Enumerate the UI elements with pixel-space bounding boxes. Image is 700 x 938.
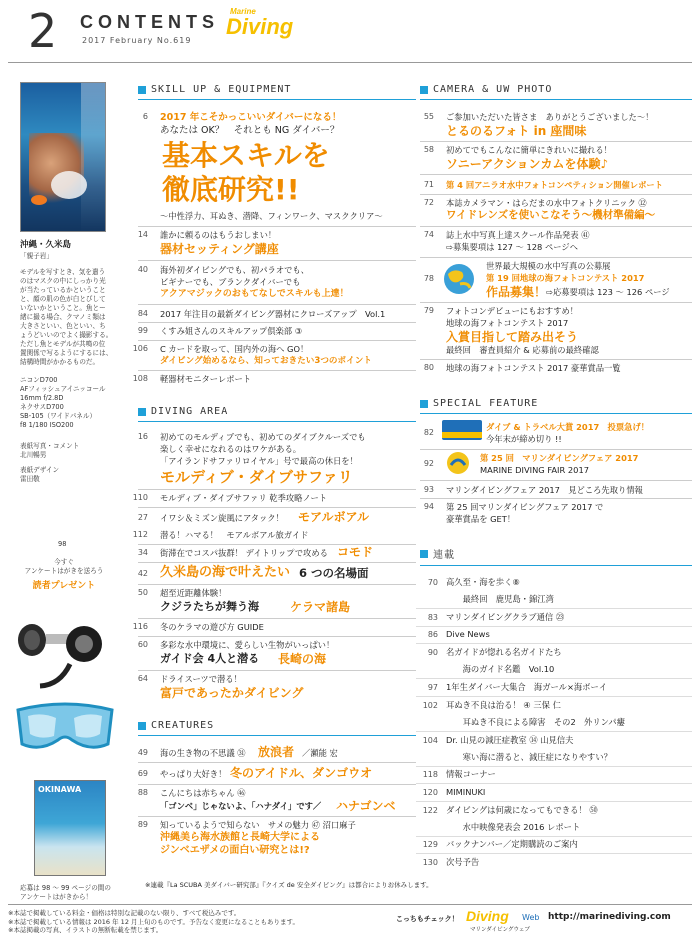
serial-item-text: Dr. 山見の減圧症教室 ⑭ 山見信夫 xyxy=(446,734,574,745)
page-ref: 90 xyxy=(427,648,438,658)
okinawa-book-cover xyxy=(34,780,106,876)
page-ref: 116 xyxy=(132,622,148,631)
camera-entry-2-title[interactable]: ソニーアクションカムを体験♪ xyxy=(446,157,609,171)
serial-item-text: 耳ぬき不良は治る！ ④ 三保 仁 xyxy=(446,699,561,710)
page-ref: 92 xyxy=(423,459,434,468)
dive-mask-icon xyxy=(12,700,118,758)
page-ref: 106 xyxy=(132,344,148,353)
section-square-icon xyxy=(138,86,146,94)
special-entry-4-line[interactable]: 第 25 回マリンダイビングフェア 2017 で xyxy=(446,502,604,512)
page-ref: 60 xyxy=(137,640,148,649)
creatures-entry-3[interactable]: 「ゴンベ」じゃないよ、「ハナダイ」です／ xyxy=(160,801,322,811)
magazine-logo: Diving xyxy=(226,14,294,39)
diving-entry-9-line[interactable]: 多彩な水中環境に、愛らしい生物がいっぱい！ xyxy=(160,640,335,650)
serial-item[interactable] xyxy=(416,802,692,820)
page-ref: 84 xyxy=(137,309,148,318)
page-ref: 83 xyxy=(427,612,438,622)
section-square-icon xyxy=(138,722,146,730)
page-ref: 80 xyxy=(423,363,434,372)
serial-item-text: 最終回 鹿児島・錦江湾 xyxy=(446,594,554,605)
serial-item[interactable] xyxy=(416,732,692,750)
footer-rule xyxy=(8,904,692,905)
page-ref: 102 xyxy=(422,700,438,710)
section-serial-header: 連載 xyxy=(420,546,692,566)
serial-item[interactable] xyxy=(416,627,692,645)
serial-item[interactable] xyxy=(416,749,692,767)
section-camera-header: CAMERA & UW PHOTO xyxy=(420,84,692,100)
section-special-header: SPECIAL FEATURE xyxy=(420,398,692,414)
diving-entry-5[interactable]: 街滞在でコスパ抜群！ デイトリップで攻める xyxy=(160,548,328,558)
creatures-entry-1[interactable]: 海の生き物の不思議 ㉛ xyxy=(160,748,246,758)
web-sub: マリンダイビングウェブ xyxy=(470,927,530,933)
skill-entry-1-title[interactable]: 基本スキルを xyxy=(162,139,330,172)
skill-entry-4[interactable]: 2017 年注目の最新ダイビング器材にクローズアップ Vol.1 xyxy=(160,309,386,319)
creatures-entry-1-title[interactable]: 放浪者 xyxy=(258,745,295,759)
check-label: こっちもチェック！ xyxy=(396,915,459,923)
page-ref: 97 xyxy=(427,682,438,692)
page-number: 2 xyxy=(28,4,58,58)
light-ray xyxy=(81,83,106,232)
serial-item[interactable] xyxy=(416,644,692,662)
page-ref: 72 xyxy=(423,198,434,207)
diving-entry-6-title[interactable]: 久米島の海で叶えたい xyxy=(160,565,291,580)
design-credit: 表紙デザイン 雷田敬 xyxy=(20,466,60,483)
serial-item[interactable] xyxy=(416,714,692,732)
creatures-entry-4-title[interactable]: 沖縄美ら海水族館と長崎大学による xyxy=(160,832,320,843)
creatures-entry-3-title[interactable]: ハナゴンベ xyxy=(336,799,396,813)
page-ref: 122 xyxy=(422,805,438,815)
creatures-entry-4-title-2[interactable]: ジンベエザメの面白い研究とは!? xyxy=(160,845,310,856)
skill-entry-1-line[interactable]: あなたは OK？ それとも NG ダイバー？ xyxy=(160,125,340,136)
serial-item[interactable] xyxy=(416,592,692,610)
camera-entry-3-title[interactable]: 第 4 回アニラオ水中フォトコンペティション開催レポート xyxy=(446,180,663,190)
creatures-entry-4-line[interactable]: 知っているようで知らない サメの魅力 ㊼ 沼口麻子 xyxy=(160,820,356,830)
serial-item-text: 海のガイド名鑑 Vol.10 xyxy=(446,664,555,675)
diving-entry-8[interactable]: 冬のケラマの遊び方 GUIDE xyxy=(160,622,264,632)
serial-item-text: 名ガイドが惚れる名ガイドたち xyxy=(446,647,562,658)
web-logo[interactable]: Diving xyxy=(466,908,509,924)
diving-entry-10-line[interactable]: ドライスーツで潜る！ xyxy=(160,674,242,684)
footer-notes: ※本誌で掲載している料金・価格は特別な記載のない限り、すべて税込みです。 ※本誌で掲載している情報は 2016 年 12 月上旬のものです。予告なく変更になることもあります。 ※本誌掲載の写真、イラストの無断転載を禁じます。 xyxy=(8,909,299,934)
camera-entry-6-title[interactable]: 第 19 回地球の海フォトコンテスト 2017 xyxy=(486,273,645,283)
serial-item[interactable] xyxy=(416,819,692,837)
camera-entry-7-title[interactable]: 入賞目指して踏み出そう xyxy=(446,330,579,344)
page-ref: 82 xyxy=(423,428,434,437)
serial-item-text: 寒い海に潜ると、減圧症になりやすい？ xyxy=(446,751,612,762)
page-ref: 50 xyxy=(137,588,148,597)
cover-credit: 表紙写真・コメント 北川暢男 xyxy=(20,442,80,459)
page-ref: 69 xyxy=(137,769,148,778)
diving-entry-1-line-2[interactable]: 楽しく幸せになれるのはワケがある。 xyxy=(160,444,302,454)
serial-item-text: マリンダイビングクラブ通信 ㉓ xyxy=(446,611,565,622)
skill-entry-5[interactable]: くすみ姐さんのスキルアップ倶楽部 ③ xyxy=(160,326,303,336)
skill-entry-2-line[interactable]: 誰かに頼るのはもうおしまい！ xyxy=(160,230,277,240)
page-ref: 16 xyxy=(137,432,148,441)
diving-entry-5-title[interactable]: コモド xyxy=(337,545,374,559)
camera-entry-1-line[interactable]: ご参加いただいた皆さま ありがとうございました〜！ xyxy=(446,112,654,122)
diving-entry-10-title[interactable]: 富戸であったかダイビング xyxy=(160,686,304,700)
page-ref: 40 xyxy=(137,265,148,274)
page-ref: 14 xyxy=(137,230,148,239)
page-ref: 93 xyxy=(423,485,434,494)
clownfish-shape xyxy=(31,195,47,205)
page-ref: 70 xyxy=(427,578,438,588)
diving-entry-3[interactable]: イワシ＆ミズン旋風にアタック！ xyxy=(160,513,284,523)
page-ref: 64 xyxy=(137,674,148,683)
diving-entry-7-line[interactable]: 超至近距離体験！ xyxy=(160,588,227,598)
skill-entry-1-kicker[interactable]: 2017 年こそかっこいいダイバーになる！ xyxy=(160,112,342,123)
diving-entry-3-title[interactable]: モアルボアル xyxy=(298,510,370,524)
camera-entry-4-title[interactable]: ワイドレンズを使いこなそう〜機材準備編〜 xyxy=(446,209,656,221)
camera-entry-6-line[interactable]: 世界最大規模の水中写真の公募展 xyxy=(486,261,611,271)
diving-entry-1-title[interactable]: モルディブ・ダイブサファリ xyxy=(160,468,353,486)
creatures-entry-2-title[interactable]: 冬のアイドル、ダンゴウオ xyxy=(230,766,373,780)
serial-item[interactable] xyxy=(416,837,692,855)
page-ref: 120 xyxy=(422,787,438,797)
skill-entry-3-title[interactable]: アクアマジックのおもてなしでスキルも上達！ xyxy=(160,289,349,299)
skill-entry-3-line[interactable]: 海外初ダイビングでも、初パラオでも、 xyxy=(160,265,310,275)
serial-item-text: 水中映像発表会 2016 レポート xyxy=(446,821,581,832)
serial-item-text: 情報コーナー xyxy=(446,769,496,780)
special-entry-1-title[interactable]: ダイブ & トラベル大賞 2017 投票急げ！ xyxy=(486,422,650,432)
section-diving-header: DIVING AREA xyxy=(138,406,416,422)
diving-entry-1-line[interactable]: 初めてのモルディブでも、初めてのダイブクルーズでも xyxy=(160,432,366,442)
diving-entry-9[interactable]: ガイド会 4人と潜る xyxy=(160,652,260,665)
camera-entry-6-title-2[interactable]: 作品募集！ xyxy=(486,285,547,299)
diving-entry-7-title[interactable]: ケラマ諸島 xyxy=(290,600,351,614)
special-entry-4-line-2[interactable]: 豪華賞品を GET！ xyxy=(446,514,516,524)
serial-item-text: ダイビングは何歳になってもできる！ ㊿ xyxy=(446,804,598,815)
page-ref: 130 xyxy=(422,858,438,868)
skill-entry-1-sub: 〜中性浮力、耳ぬき、潜降、フィンワーク、マスククリア〜 xyxy=(160,211,383,221)
page-ref: 27 xyxy=(137,513,148,522)
serial-item[interactable] xyxy=(416,662,692,680)
camera-entry-1-title[interactable]: とるのるフォト in 座間味 xyxy=(446,124,587,138)
page-ref: 55 xyxy=(423,112,434,121)
camera-entry-5-line-2[interactable]: ⇨募集要項は 127 〜 128 ページへ xyxy=(446,242,578,252)
camera-entry-2-line[interactable]: 初めてでもこんなに簡単にきれいに撮れる！ xyxy=(446,145,612,155)
creatures-entry-2[interactable]: やっぱり大好き！ xyxy=(160,769,227,779)
section-square-icon xyxy=(420,550,428,558)
creatures-entry-1-author: ／瀬能 宏 xyxy=(302,748,338,758)
serial-item-text: MIMINUKI xyxy=(446,786,486,797)
serial-item-text: バックナンバー／定期購読のご案内 xyxy=(446,839,578,850)
page-ref: 42 xyxy=(137,569,148,578)
section-creatures-header: CREATURES xyxy=(138,720,416,736)
skill-entry-7[interactable]: 軽器材モニターレポート xyxy=(160,374,252,384)
page-ref: 71 xyxy=(423,180,434,189)
photo-location: 沖縄・久米島 xyxy=(20,240,72,250)
page-ref: 49 xyxy=(137,748,148,757)
section-square-icon xyxy=(420,400,428,408)
page-ref: 108 xyxy=(132,374,148,383)
serial-item[interactable] xyxy=(416,609,692,627)
cover-photo xyxy=(20,82,106,232)
creatures-note: ※連載『La SCUBA 美ダイバー研究部』『クイズ de 安全ダイビング』は都合によりお休みします。 xyxy=(145,881,433,889)
section-square-icon xyxy=(420,86,428,94)
photo-caption: モデルを写すとき、気を遣う のはマスクの中にしっかり光 が当たっているかということ と、顔の肌の色が白とびして いないかということ。魚とー 緒に撮る場合、クマノミ類は 大きさといい、色といい、ち ょうどいいのでよく撮影する。 ただし魚とモデルが共鳴の位 置関係で写るようにするには、 結構時間がかかるものだ。 xyxy=(20,268,113,366)
page-ref: 99 xyxy=(137,326,148,335)
serial-item-text: 1年生ダイバー大集合 海ガール×海ボーイ xyxy=(446,681,608,692)
serial-item[interactable] xyxy=(416,854,692,872)
page-ref: 86 xyxy=(427,630,438,640)
page-ref: 34 xyxy=(137,548,148,557)
page-ref: 118 xyxy=(422,770,438,780)
book-title: OKINAWA xyxy=(38,785,82,794)
diving-entry-9-title[interactable]: 長崎の海 xyxy=(278,652,327,666)
skill-entry-1-title-2[interactable]: 徹底研究!! xyxy=(162,173,300,206)
serial-item-text: 高久至・海を歩く⑧ xyxy=(446,577,520,588)
serial-item[interactable] xyxy=(416,767,692,785)
serial-item-text: Dive News xyxy=(446,629,490,640)
photo-subject: 「親子岩」 xyxy=(20,252,53,260)
issue-date: 2017 February No.619 xyxy=(82,36,192,45)
page-ref: 58 xyxy=(423,145,434,154)
special-entry-2[interactable]: MARINE DIVING FAIR 2017 xyxy=(480,465,590,475)
special-entry-2-title[interactable]: 第 25 回 マリンダイビングフェア 2017 xyxy=(480,453,639,463)
section-skill-header: SKILL UP & EQUIPMENT xyxy=(138,84,416,100)
camera-entry-7-line-3[interactable]: 最終回 審査員紹介 & 応募前の最終確認 xyxy=(446,345,599,355)
camera-entry-6-tail[interactable]: ⇨応募要項は 123 〜 126 ページ xyxy=(546,287,670,297)
serial-item-text: 次号予告 xyxy=(446,857,480,868)
page-ref: 79 xyxy=(423,306,434,315)
diving-entry-7[interactable]: クジラたちが舞う海 xyxy=(160,600,259,613)
diving-entry-4[interactable]: 潜る！ハマる！ モアルボアル旅ガイド xyxy=(160,530,309,540)
camera-entry-5-line[interactable]: 誌上水中写真上達スクール作品発表 ㊶ xyxy=(446,230,590,240)
site-url-link[interactable]: http://marinediving.com xyxy=(548,912,671,922)
skill-entry-6-line[interactable]: C カードを取って、国内外の海へ GO！ xyxy=(160,344,309,354)
serial-item[interactable] xyxy=(416,679,692,697)
skill-entry-2-title[interactable]: 器材セッティング講座 xyxy=(160,242,279,256)
logo-top: Marine xyxy=(230,7,256,16)
creatures-entry-3-line[interactable]: こんにちは赤ちゃん ㊻ xyxy=(160,788,246,798)
reader-present-link[interactable]: 読者プレゼント xyxy=(32,581,96,591)
apply-note: 応募は 98 〜 99 ページの間の アンケートはがきから！ xyxy=(20,884,111,901)
serial-list xyxy=(416,574,692,872)
serial-item[interactable] xyxy=(416,574,692,592)
serial-item[interactable] xyxy=(416,697,692,715)
present-page: 98 xyxy=(58,540,67,548)
skill-entry-6-title[interactable]: ダイビング始めるなら、知っておきたい3つのポイント xyxy=(160,356,372,366)
camera-entry-7-line[interactable]: フォトコンデビューにもおすすめ！ xyxy=(446,306,579,316)
diving-entry-6[interactable]: 6 つの名場面 xyxy=(299,566,369,580)
skill-entry-3-line-2[interactable]: ビギナーでも、ブランクダイバーでも xyxy=(160,277,301,287)
contents-title: CONTENTS xyxy=(80,12,219,32)
dive-travel-award-logo xyxy=(442,420,482,440)
section-square-icon xyxy=(138,408,146,416)
diving-entry-2[interactable]: モルディブ・ダイブサファリ 乾季攻略ノート xyxy=(160,493,328,503)
camera-entry-4-line[interactable]: 本誌カメラマン・はらだまの水中フォトクリニック ⑫ xyxy=(446,198,647,208)
page-ref: 94 xyxy=(423,502,434,511)
serial-item-text: 耳ぬき不良による障害 その2 外リンパ瘻 xyxy=(446,716,625,727)
camera-entry-8[interactable]: 地球の海フォトコンテスト 2017 豪華賞品一覧 xyxy=(446,363,621,373)
earth-ocean-photocontest-icon xyxy=(440,262,478,296)
page-ref: 6 xyxy=(142,112,148,121)
page-ref: 89 xyxy=(137,820,148,829)
marine-diving-fair-logo xyxy=(446,451,470,475)
camera-entry-7-line-2[interactable]: 地球の海フォトコンテスト 2017 xyxy=(446,318,569,328)
regulator-icon xyxy=(10,600,120,690)
page-ref: 129 xyxy=(422,840,438,850)
header-rule xyxy=(8,62,692,63)
page-ref: 88 xyxy=(137,788,148,797)
page-ref: 74 xyxy=(423,230,434,239)
page-ref: 110 xyxy=(132,493,148,502)
special-entry-3[interactable]: マリンダイビングフェア 2017 見どころ先取り情報 xyxy=(446,485,643,495)
page-ref: 112 xyxy=(132,530,148,539)
serial-item[interactable] xyxy=(416,784,692,802)
page-ref: 104 xyxy=(422,735,438,745)
special-entry-1[interactable]: 今年末が締め切り !! xyxy=(486,434,562,444)
page-ref: 78 xyxy=(423,274,434,283)
present-callout: 今すぐ アンケートはがきを送ろう xyxy=(24,558,104,575)
web-label: Web xyxy=(522,913,540,922)
camera-gear: ニコンD700 AFフィッシュアイニッコール 16mm f/2.8D ネクサスD700 SB-105（ワイドパネル） f8 1/180 ISO200 xyxy=(20,376,106,429)
diving-entry-1-line-3[interactable]: 「アイランドサファリロイヤル」号で最高の休日を！ xyxy=(160,456,358,466)
